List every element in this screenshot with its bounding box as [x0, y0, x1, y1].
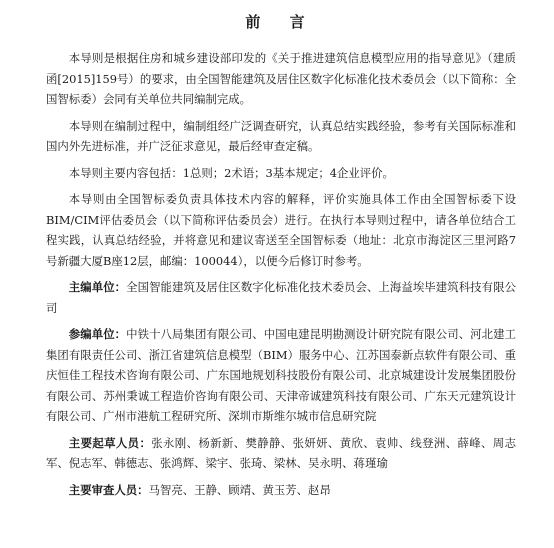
drafters-text: 张永刚、杨新新、樊静静、张妍妍、黄欣、袁帅、线登洲、薛峰、周志军、倪志军、韩德志、张鸿辉、梁宇、张琦、梁林、吴永明、蒋瑾瑜	[46, 435, 516, 470]
paragraph-basis: 本导则是根据住房和城乡建设部印发的《关于推进建筑信息模型应用的指导意见》（建质函[2015]159号）的要求，由全国智能建筑及居住区数字化标准化技术委员会（以下简称：全国智标委）会同有关单位共同编制完成。	[46, 51, 516, 106]
chief-units	[46, 277, 516, 318]
participating-units-text: 中铁十八局集团有限公司、中国电建昆明勘测设计研究院有限公司、河北建工集团有限责任公司、浙江省建筑信息模型（BIM）服务中心、江苏国泰新点软件有限公司、重庆恒佳工程技术咨询有限公司、广东国地规划科技股份有限公司、北京城建设计发展集团股份有限公司、苏州秉诚工程造价咨询有限公司、天津帝诚建筑科技有限公司、广东天元建筑设计有限公司、广州市港航工程研究所、深圳市斯维尔城市信息研究院	[46, 327, 516, 423]
reviewers-label: 主要审查人员：	[68, 482, 149, 497]
drafters-label: 主要起草人员：	[68, 435, 152, 450]
participating-units	[46, 324, 516, 427]
drafters	[46, 433, 516, 474]
paragraph-process: 本导则在编制过程中，编制组经广泛调查研究，认真总结实践经验，参考有关国际标准和国内外先进标准，并广泛征求意见，最后经审查定稿。	[46, 118, 516, 153]
paragraph-interpretation: 本导则由全国智标委负责具体技术内容的解释，评价实施具体工作由全国智标委下设BIM/CIM评估委员会（以下简称评估委员会）进行。在执行本导则过程中，请各单位结合工程实践，认真总结经验，并将意见和建议寄送至全国智标委（地址：北京市海淀区三里河路7号新疆大厦B座12层，邮编：100044），以便今后修订时参考。	[46, 192, 516, 268]
paragraph-contents: 本导则主要内容包括：1总则；2术语；3基本规定；4企业评价。	[68, 165, 394, 180]
chief-units-text: 全国智能建筑及居住区数字化标准化技术委员会、上海益埃毕建筑科技有限公司	[46, 280, 516, 315]
page-title: 前 言	[245, 13, 317, 31]
chief-units-label: 主编单位：	[68, 280, 127, 294]
reviewers-text: 马智亮、王静、顾靖、黄玉芳、赵昂	[148, 482, 331, 497]
participating-units-label: 参编单位：	[68, 327, 127, 341]
reviewers	[46, 480, 516, 501]
